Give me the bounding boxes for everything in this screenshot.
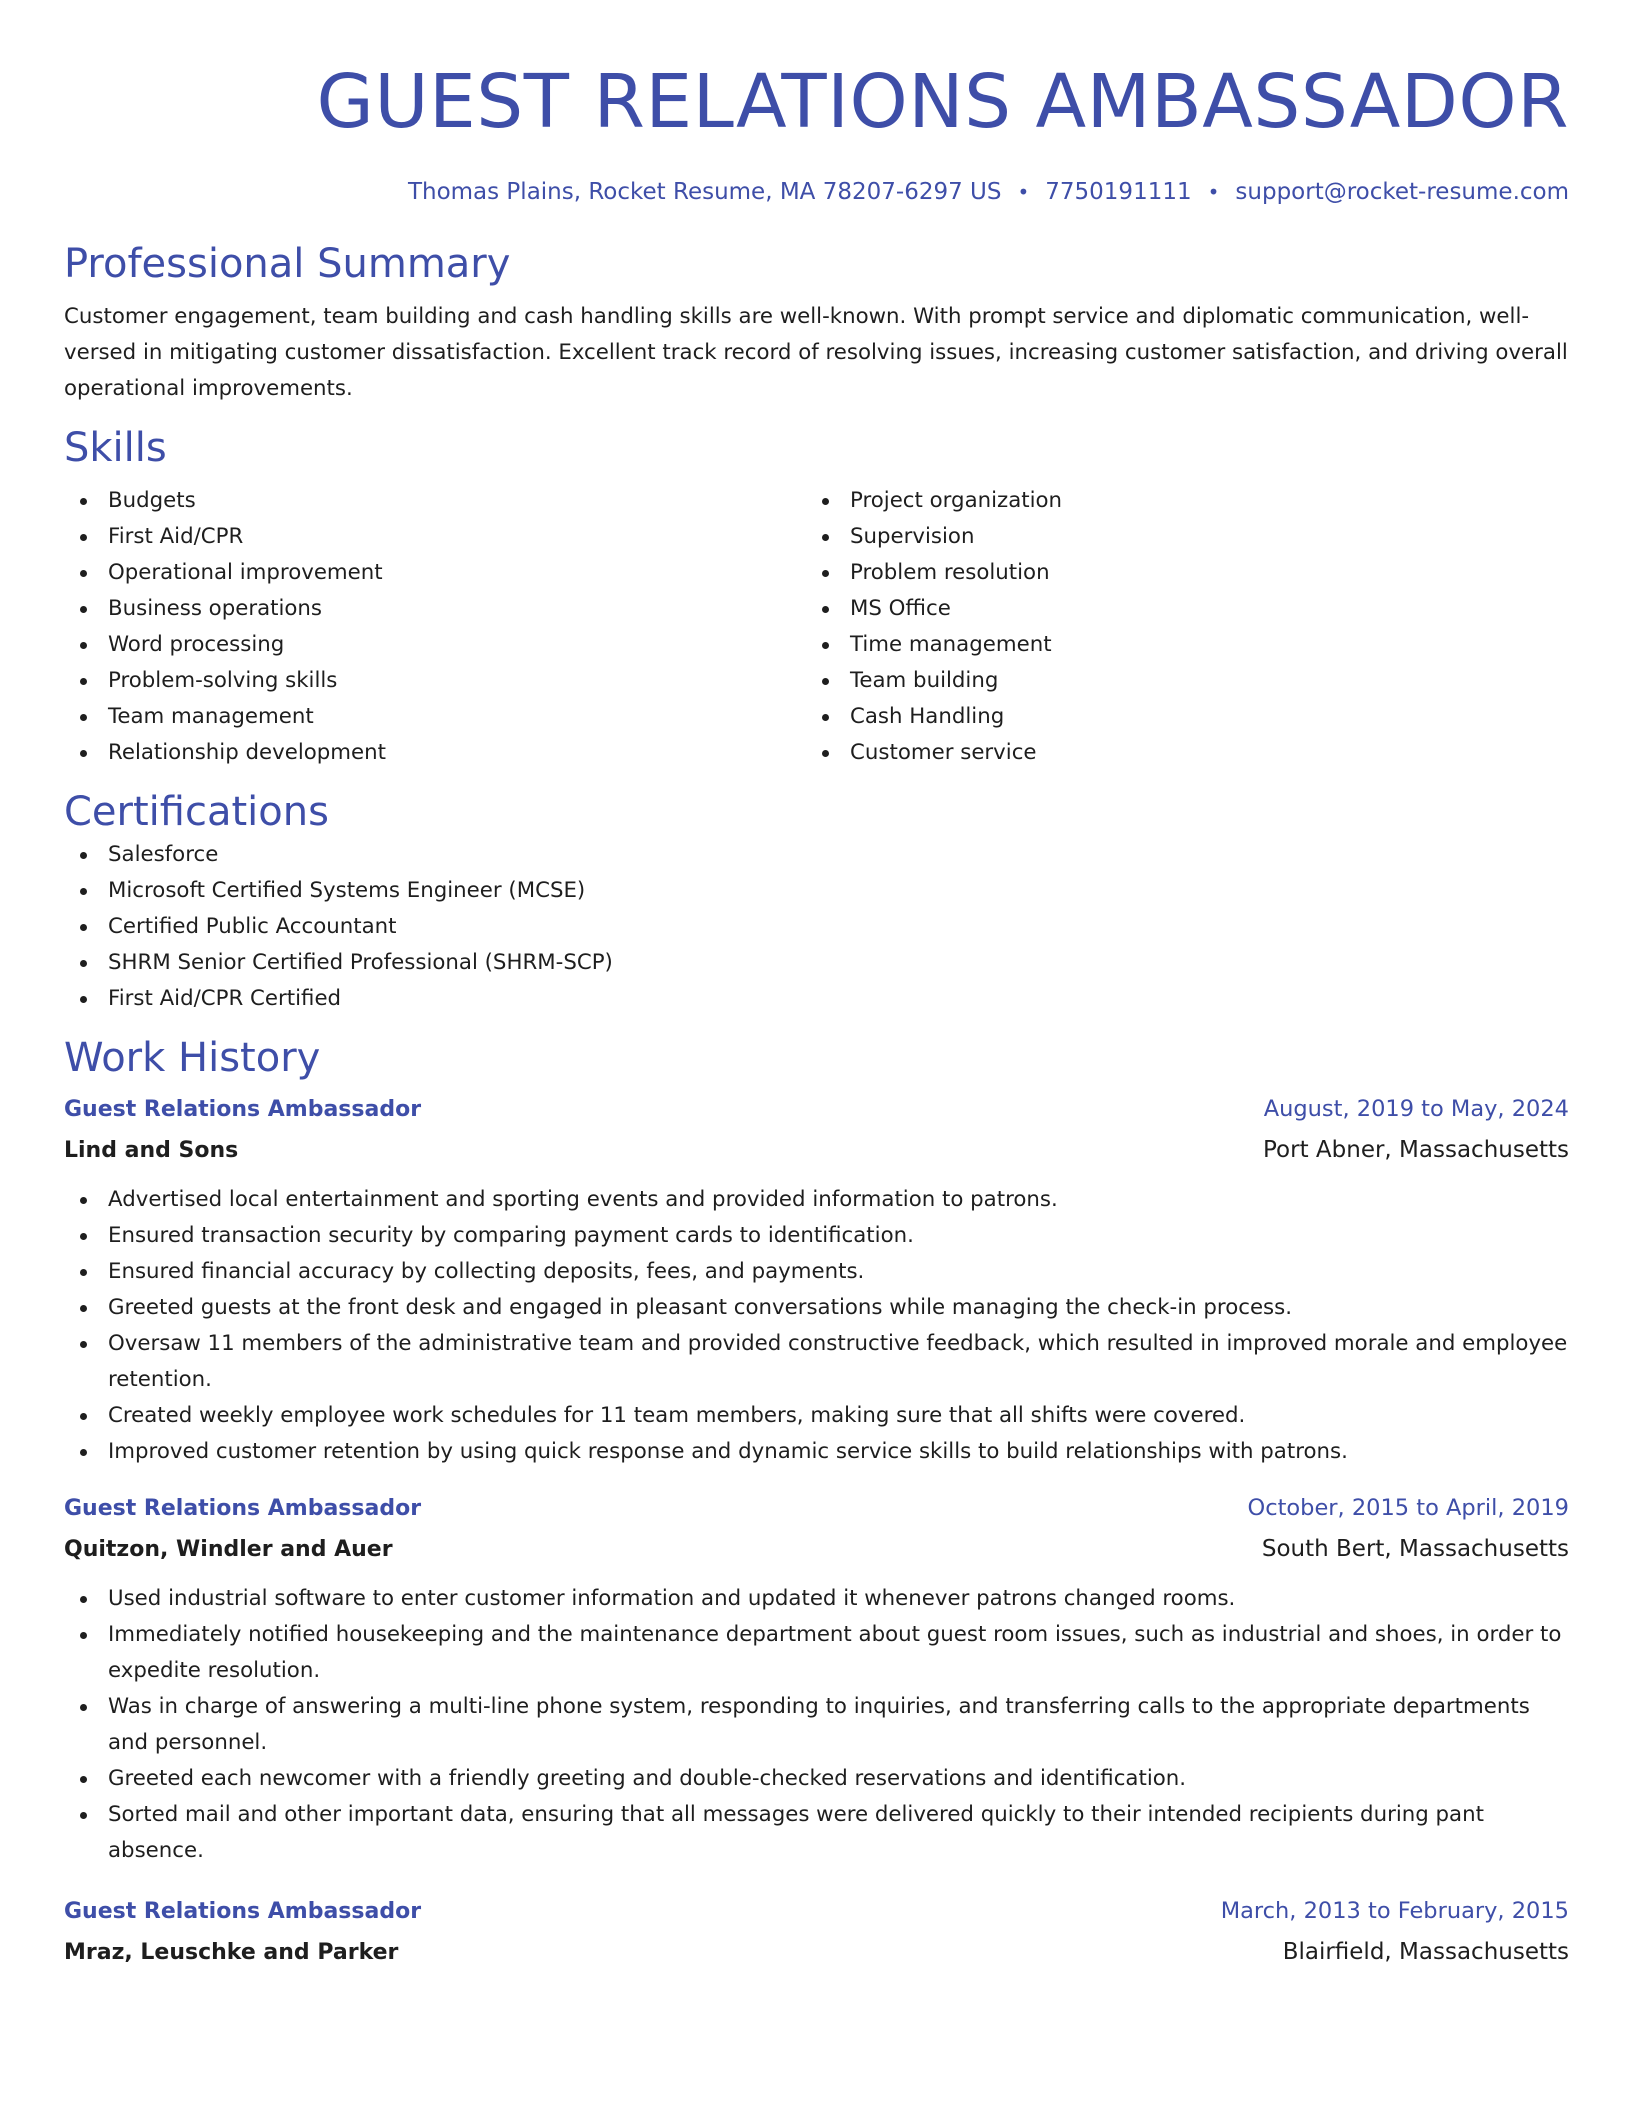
- job-subheader-row: [64, 1130, 1569, 1171]
- skill-item: Operational improvement: [64, 555, 806, 591]
- job-location: Port Abner, Massachusetts: [1263, 1137, 1569, 1163]
- job-bullet: Advertised local entertainment and sporting events and provided information to patrons.: [64, 1182, 1569, 1218]
- job-subheader-row: [64, 1932, 1569, 1973]
- job-dates: August, 2019 to May, 2024: [1263, 1096, 1569, 1122]
- skill-item: Time management: [806, 627, 1569, 663]
- certification-item: Salesforce: [64, 837, 1569, 873]
- skill-item: Business operations: [64, 591, 806, 627]
- skill-item: Team building: [806, 663, 1569, 699]
- job-bullet: Ensured transaction security by comparing payment cards to identification.: [64, 1218, 1569, 1254]
- certification-item: First Aid/CPR Certified: [64, 981, 1569, 1017]
- skill-item: First Aid/CPR: [64, 519, 806, 555]
- contact-separator: •: [1207, 180, 1220, 204]
- job-entry: [64, 1488, 1569, 1869]
- summary-text: Customer engagement, team building and cash handling skills are well-known. With prompt service and diplomatic communication, well-versed in mitigating customer dissatisfaction. Excellent track record of resolving issues, increasing customer satisfaction, and driving overall operational improvements.: [64, 304, 1568, 401]
- skill-item: Problem resolution: [806, 555, 1569, 591]
- job-title: Guest Relations Ambassador: [64, 1496, 422, 1521]
- job-company: Mraz, Leuschke and Parker: [64, 1940, 399, 1965]
- summary-heading: Professional Summary: [64, 241, 511, 287]
- skill-item: Word processing: [64, 627, 806, 663]
- contact-email: support@rocket-resume.com: [1235, 179, 1569, 205]
- certification-item: Microsoft Certified Systems Engineer (MCSE): [64, 873, 1569, 909]
- contact-separator: •: [1017, 180, 1030, 204]
- job-subheader-row: [64, 1529, 1569, 1570]
- job-dates: March, 2013 to February, 2015: [1220, 1898, 1569, 1924]
- job-header-row: [64, 1891, 1569, 1932]
- resume-title: GUEST RELATIONS AMBASSADOR: [316, 59, 1569, 145]
- job-bullets: [64, 1581, 1569, 1869]
- job-title: Guest Relations Ambassador: [64, 1899, 422, 1924]
- job-title: Guest Relations Ambassador: [64, 1097, 422, 1122]
- skill-item: Team management: [64, 699, 806, 735]
- job-bullet: Created weekly employee work schedules for 11 team members, making sure that all shifts were covered.: [64, 1398, 1569, 1434]
- job-bullet: Greeted guests at the front desk and engaged in pleasant conversations while managing the check-in process.: [64, 1290, 1569, 1326]
- skill-item: Supervision: [806, 519, 1569, 555]
- job-company: Lind and Sons: [64, 1138, 239, 1163]
- certifications-heading: Certifications: [64, 789, 329, 835]
- certification-item: SHRM Senior Certified Professional (SHRM-SCP): [64, 945, 1569, 981]
- job-dates: October, 2015 to April, 2019: [1247, 1495, 1569, 1521]
- job-bullet: Used industrial software to enter customer information and updated it whenever patrons changed rooms.: [64, 1581, 1569, 1617]
- skill-item: Budgets: [64, 483, 806, 519]
- skills-list-right: [806, 483, 1569, 771]
- certification-item: Certified Public Accountant: [64, 909, 1569, 945]
- job-bullet: Sorted mail and other important data, ensuring that all messages were delivered quickly to their intended recipients during pant absence.: [64, 1797, 1569, 1869]
- work-history-heading: Work History: [64, 1035, 321, 1081]
- contact-phone: 7750191111: [1045, 179, 1192, 205]
- job-bullet: Was in charge of answering a multi-line phone system, responding to inquiries, and transferring calls to the appropriate departments and personnel.: [64, 1689, 1569, 1761]
- skill-item: Problem-solving skills: [64, 663, 806, 699]
- job-bullet: Improved customer retention by using quick response and dynamic service skills to build relationships with patrons.: [64, 1434, 1569, 1470]
- job-header-row: [64, 1089, 1569, 1130]
- job-bullets: [64, 1182, 1569, 1470]
- job-bullet: Immediately notified housekeeping and the maintenance department about guest room issues, such as industrial and shoes, in order to expedite resolution.: [64, 1617, 1569, 1689]
- job-entry: [64, 1089, 1569, 1470]
- skill-item: Customer service: [806, 735, 1569, 771]
- job-location: South Bert, Massachusetts: [1261, 1536, 1569, 1562]
- skill-item: Relationship development: [64, 735, 806, 771]
- contact-line: [64, 177, 1569, 207]
- job-bullet: Oversaw 11 members of the administrative team and provided constructive feedback, which resulted in improved morale and employee retention.: [64, 1326, 1569, 1398]
- job-location: Blairfield, Massachusetts: [1282, 1939, 1569, 1965]
- skill-item: Project organization: [806, 483, 1569, 519]
- certifications-list: [64, 837, 1569, 1017]
- skill-item: Cash Handling: [806, 699, 1569, 735]
- contact-address: Thomas Plains, Rocket Resume, MA 78207-6297 US: [407, 179, 1002, 205]
- job-bullet: Greeted each newcomer with a friendly greeting and double-checked reservations and identification.: [64, 1761, 1569, 1797]
- job-company: Quitzon, Windler and Auer: [64, 1537, 393, 1562]
- skill-item: MS Office: [806, 591, 1569, 627]
- job-entry: [64, 1891, 1569, 1973]
- job-bullet: Ensured financial accuracy by collecting deposits, fees, and payments.: [64, 1254, 1569, 1290]
- skills-grid: [64, 483, 1569, 771]
- skills-heading: Skills: [64, 425, 167, 471]
- skills-list-left: [64, 483, 806, 771]
- job-header-row: [64, 1488, 1569, 1529]
